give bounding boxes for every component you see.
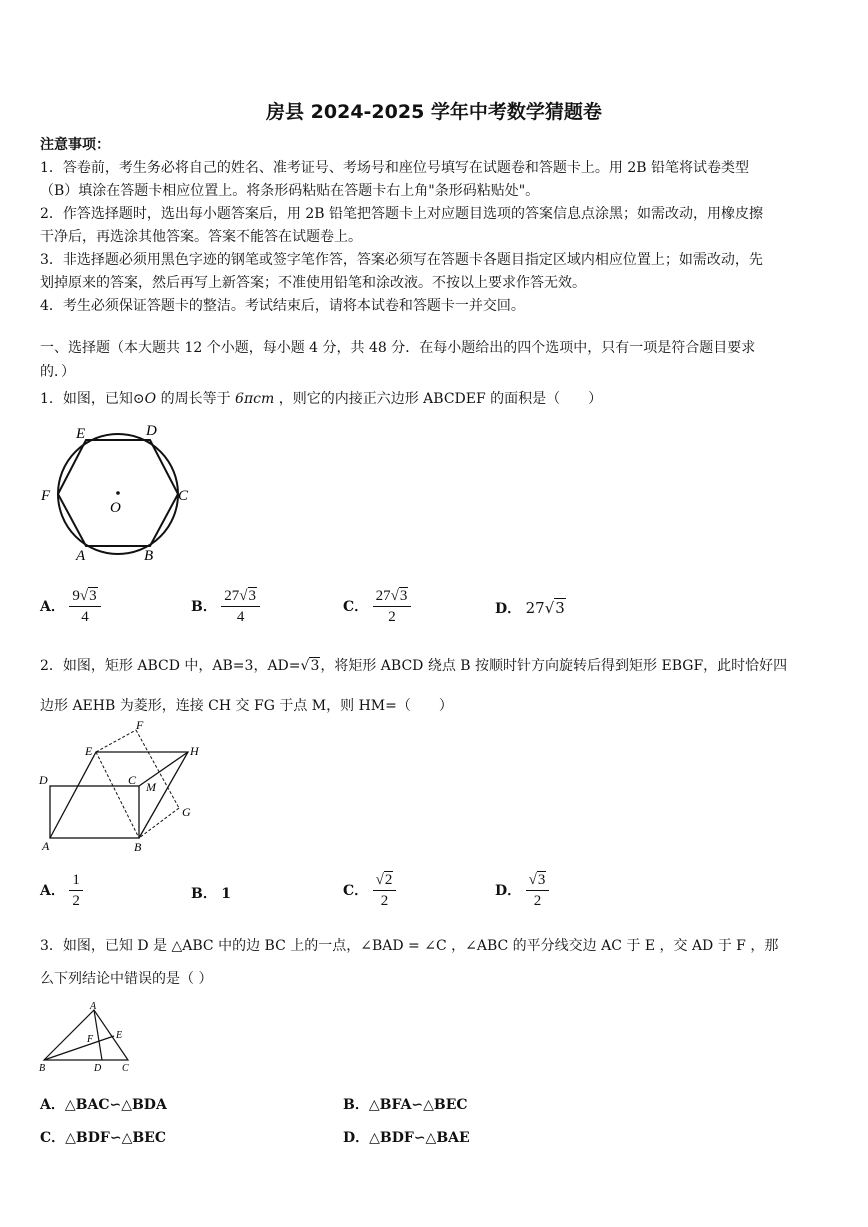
q3-figure [36, 998, 146, 1078]
notice-heading: 注意事项： [40, 137, 110, 153]
notice-line: 4．考生必须保证答题卡的整洁。考试结束后，请将本试卷和答题卡一并交回。 [40, 298, 525, 314]
label-C: C [128, 773, 137, 787]
q2-option-c: C． $\frac{√2}{2}$ [343, 872, 396, 910]
notice-line: 3．非选择题必须用黑色字迹的钢笔或签字笔作答，答案必须写在答题卡各题目指定区域内相应位置上；如需改动，先 [40, 252, 763, 268]
label-B: B [39, 1063, 46, 1074]
q3-stem-line2: 么下列结论中错误的是（ ） [40, 971, 213, 987]
section-heading-cont: 的．） [40, 364, 75, 380]
q3-option-c: C．△BDF∽△BEC [40, 1130, 166, 1146]
q1-option-c: C． $\frac{27√3}{2}$ [343, 588, 411, 626]
notice-line: 干净后，再选涂其他答案。答案不能答在试题卷上。 [40, 229, 362, 245]
label-B: B [144, 548, 154, 564]
q3-option-a: A．△BAC∽△BDA [40, 1097, 167, 1113]
q3-option-d: D．△BDF∽△BAE [343, 1130, 470, 1146]
q2-option-b: B． 1 [191, 886, 232, 902]
label-M: M [146, 780, 156, 794]
label-H: H [190, 744, 199, 758]
q2-option-d: D． $\frac{√3}{2}$ [495, 872, 549, 910]
q2-figure [36, 718, 206, 858]
label-A: A [76, 548, 86, 564]
notice-line: 1．答卷前，考生务必将自己的姓名、准考证号、考场号和座位号填写在试题卷和答题卡上。用 2B 铅笔将试卷类型 [40, 160, 749, 176]
label-E: E [76, 426, 86, 442]
notice-line: 2．作答选择题时，选出每小题答案后，用 2B 铅笔把答题卡上对应题目选项的答案信息点涂黑；如需改动，用橡皮擦 [40, 206, 763, 222]
q1-option-d: D． 27√3 [495, 599, 565, 617]
notice-line: （B）填涂在答题卡相应位置上。将条形码粘贴在答题卡右上角"条形码粘贴处"。 [40, 183, 540, 199]
q2-stem-line1: 2．如图，矩形 ABCD 中，AB=3，AD=√3，将矩形 ABCD 绕点 B 按顺时针方向旋转后得到矩形 EBGF，此时恰好四 [40, 658, 788, 674]
q1-stem: 1．如图，已知⊙O 的周长等于 6πcm ，则它的内接正六边形 ABCDEF 的面积是（ ） [40, 391, 603, 407]
label-D: D [94, 1063, 102, 1074]
q3-stem-line1: 3．如图，已知 D 是 △ABC 中的边 BC 上的一点，∠BAD = ∠C ，∠ABC 的平分线交边 AC 于 E ，交 AD 于 F ，那 [40, 938, 779, 954]
label-D: D [39, 773, 48, 787]
label-E: E [85, 744, 93, 758]
section-heading: 一、选择题（本大题共 12 个小题，每小题 4 分，共 48 分．在每小题给出的四个选项中，只有一项是符合题目要求 [40, 340, 756, 356]
label-B: B [134, 840, 142, 854]
label-F: F [136, 718, 144, 732]
label-E: E [116, 1030, 123, 1041]
label-F: F [87, 1034, 94, 1045]
q1-option-a: A． $\frac{9√3}{4}$ [40, 588, 101, 626]
label-O: O [110, 500, 121, 516]
q1-option-b: B． $\frac{27√3}{4}$ [191, 588, 260, 626]
label-A: A [90, 1001, 97, 1012]
page-title: 房县 2024-2025 学年中考数学猜题卷 [266, 101, 602, 123]
q2-stem-line2: 边形 AEHB 为菱形，连接 CH 交 FG 于点 M，则 HM=（ ） [40, 698, 453, 714]
label-G: G [182, 805, 191, 819]
label-C: C [178, 488, 189, 504]
label-D: D [146, 423, 157, 439]
label-A: A [42, 839, 50, 853]
label-F: F [41, 488, 51, 504]
label-C: C [122, 1063, 129, 1074]
q2-option-a: A． $\frac{1}{2}$ [40, 872, 83, 910]
notice-line: 划掉原来的答案，然后再写上新答案；不准使用铅笔和涂改液。不按以上要求作答无效。 [40, 275, 586, 291]
q3-option-b: B．△BFA∽△BEC [343, 1097, 468, 1113]
q1-figure [36, 418, 201, 566]
